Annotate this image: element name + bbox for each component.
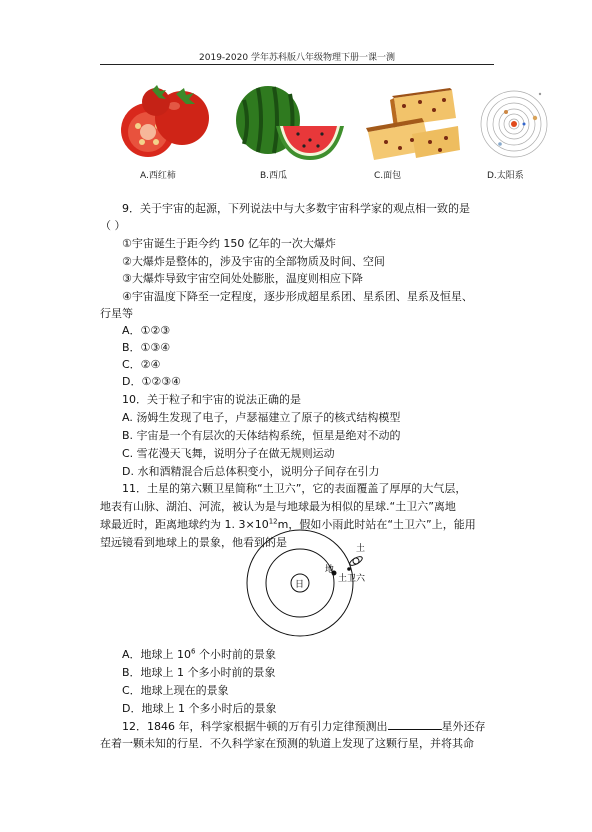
option-d-text: 太阳系 xyxy=(496,171,524,181)
option-a-text: 西红柿 xyxy=(148,171,176,181)
q11-option-c: C．地球上现在的景象 xyxy=(122,684,229,697)
q11-distance-text-rest: m，假如小雨此时站在“土卫六”上，能用 xyxy=(277,518,476,531)
q12-text: 12．1846 年，科学家根据牛顿的万有引力定律预测出 xyxy=(122,720,388,733)
q12-stem-line xyxy=(122,718,522,735)
q9-statement: 行星等 xyxy=(100,307,133,320)
option-b-letter: B. xyxy=(260,171,270,181)
q9-statement: ②大爆炸是整体的，涉及宇宙的全部物质及时间、空间 xyxy=(122,255,385,268)
q9-option-a: A．①②③ xyxy=(122,324,171,337)
solar-system-image xyxy=(480,88,552,160)
tomato-image xyxy=(118,82,214,162)
q9-stem: 9．关于宇宙的起源，下列说法中与大多数宇宙科学家的观点相一致的是 xyxy=(122,202,470,215)
q12-blank xyxy=(388,718,442,730)
q11-option-b: B．地球上 1 个多小时前的景象 xyxy=(122,666,276,679)
q9-answer-paren: （ ） xyxy=(100,219,126,232)
q11-option-a-text-rest: 个小时前的景象 xyxy=(195,648,276,661)
header-rule xyxy=(100,64,494,65)
q11-stem-line: 望远镜看到地球上的景象，他看到的是 xyxy=(100,536,287,549)
option-d-letter: D. xyxy=(487,171,497,181)
option-c-label xyxy=(374,168,401,181)
q11-option-a-exponent: 6 xyxy=(191,647,196,656)
q10-option-b: B. 宇宙是一个有层次的天体结构系统，恒星是绝对不动的 xyxy=(122,429,401,442)
bread-image xyxy=(364,88,460,162)
q9-option-b: B．①③④ xyxy=(122,341,171,354)
q9-statement: ④宇宙温度下降至一定程度，逐步形成超星系团、星系团、星系及恒星、 xyxy=(122,290,473,303)
q11-option-a xyxy=(122,647,522,663)
q10-option-d: D. 水和酒精混合后总体积变小，说明分子间存在引力 xyxy=(122,465,380,478)
q12-stem-line: 在着一颗未知的行星．不久科学家在预测的轨道上发现了这颗行星，并将其命 xyxy=(100,737,474,750)
titan-label: 土卫六 xyxy=(338,574,366,584)
option-c-text: 面包 xyxy=(383,171,402,181)
sun-label: 日 xyxy=(295,580,305,590)
q11-distance-exponent: 12 xyxy=(268,517,278,526)
q9-statement: ①宇宙诞生于距今约 150 亿年的一次大爆炸 xyxy=(122,237,336,250)
option-d-label xyxy=(487,168,524,181)
page-header: 2019-2020 学年苏科版八年级物理下册一课一测 xyxy=(199,53,395,63)
watermelon-image xyxy=(232,82,348,162)
q11-distance-text: 球最近时，距离地球约为 1. 3×10 xyxy=(100,518,269,531)
option-a-label xyxy=(140,168,176,181)
q10-stem: 10．关于粒子和宇宙的说法正确的是 xyxy=(122,393,301,406)
earth-label: 地 xyxy=(325,565,335,575)
q11-stem-line: 11．土星的第六颗卫星简称“土卫六”，它的表面覆盖了厚厚的大气层， xyxy=(122,482,467,495)
option-b-label xyxy=(260,168,287,181)
q12-text-rest: 星外还存 xyxy=(441,720,486,733)
q11-stem-line: 地表有山脉、湖泊、河流，被认为是与地球最为相似的星球.“土卫六”离地 xyxy=(100,500,456,513)
q9-option-c: C．②④ xyxy=(122,358,161,371)
option-a-letter: A. xyxy=(140,171,149,181)
orbit-diagram xyxy=(243,527,383,637)
q11-option-d: D．地球上 1 个多小时后的景象 xyxy=(122,702,277,715)
q9-option-d: D．①②③④ xyxy=(122,375,181,388)
q9-statement: ③大爆炸导致宇宙空间处处膨胀，温度则相应下降 xyxy=(122,272,363,285)
q11-option-a-text: A．地球上 10 xyxy=(122,648,192,661)
saturn-label: 土 xyxy=(356,544,366,554)
option-c-letter: C. xyxy=(374,171,384,181)
q10-option-c: C. 雪花漫天飞舞，说明分子在做无规则运动 xyxy=(122,447,335,460)
option-b-text: 西瓜 xyxy=(269,171,288,181)
q10-option-a: A. 汤姆生发现了电子，卢瑟福建立了原子的核式结构模型 xyxy=(122,411,401,424)
